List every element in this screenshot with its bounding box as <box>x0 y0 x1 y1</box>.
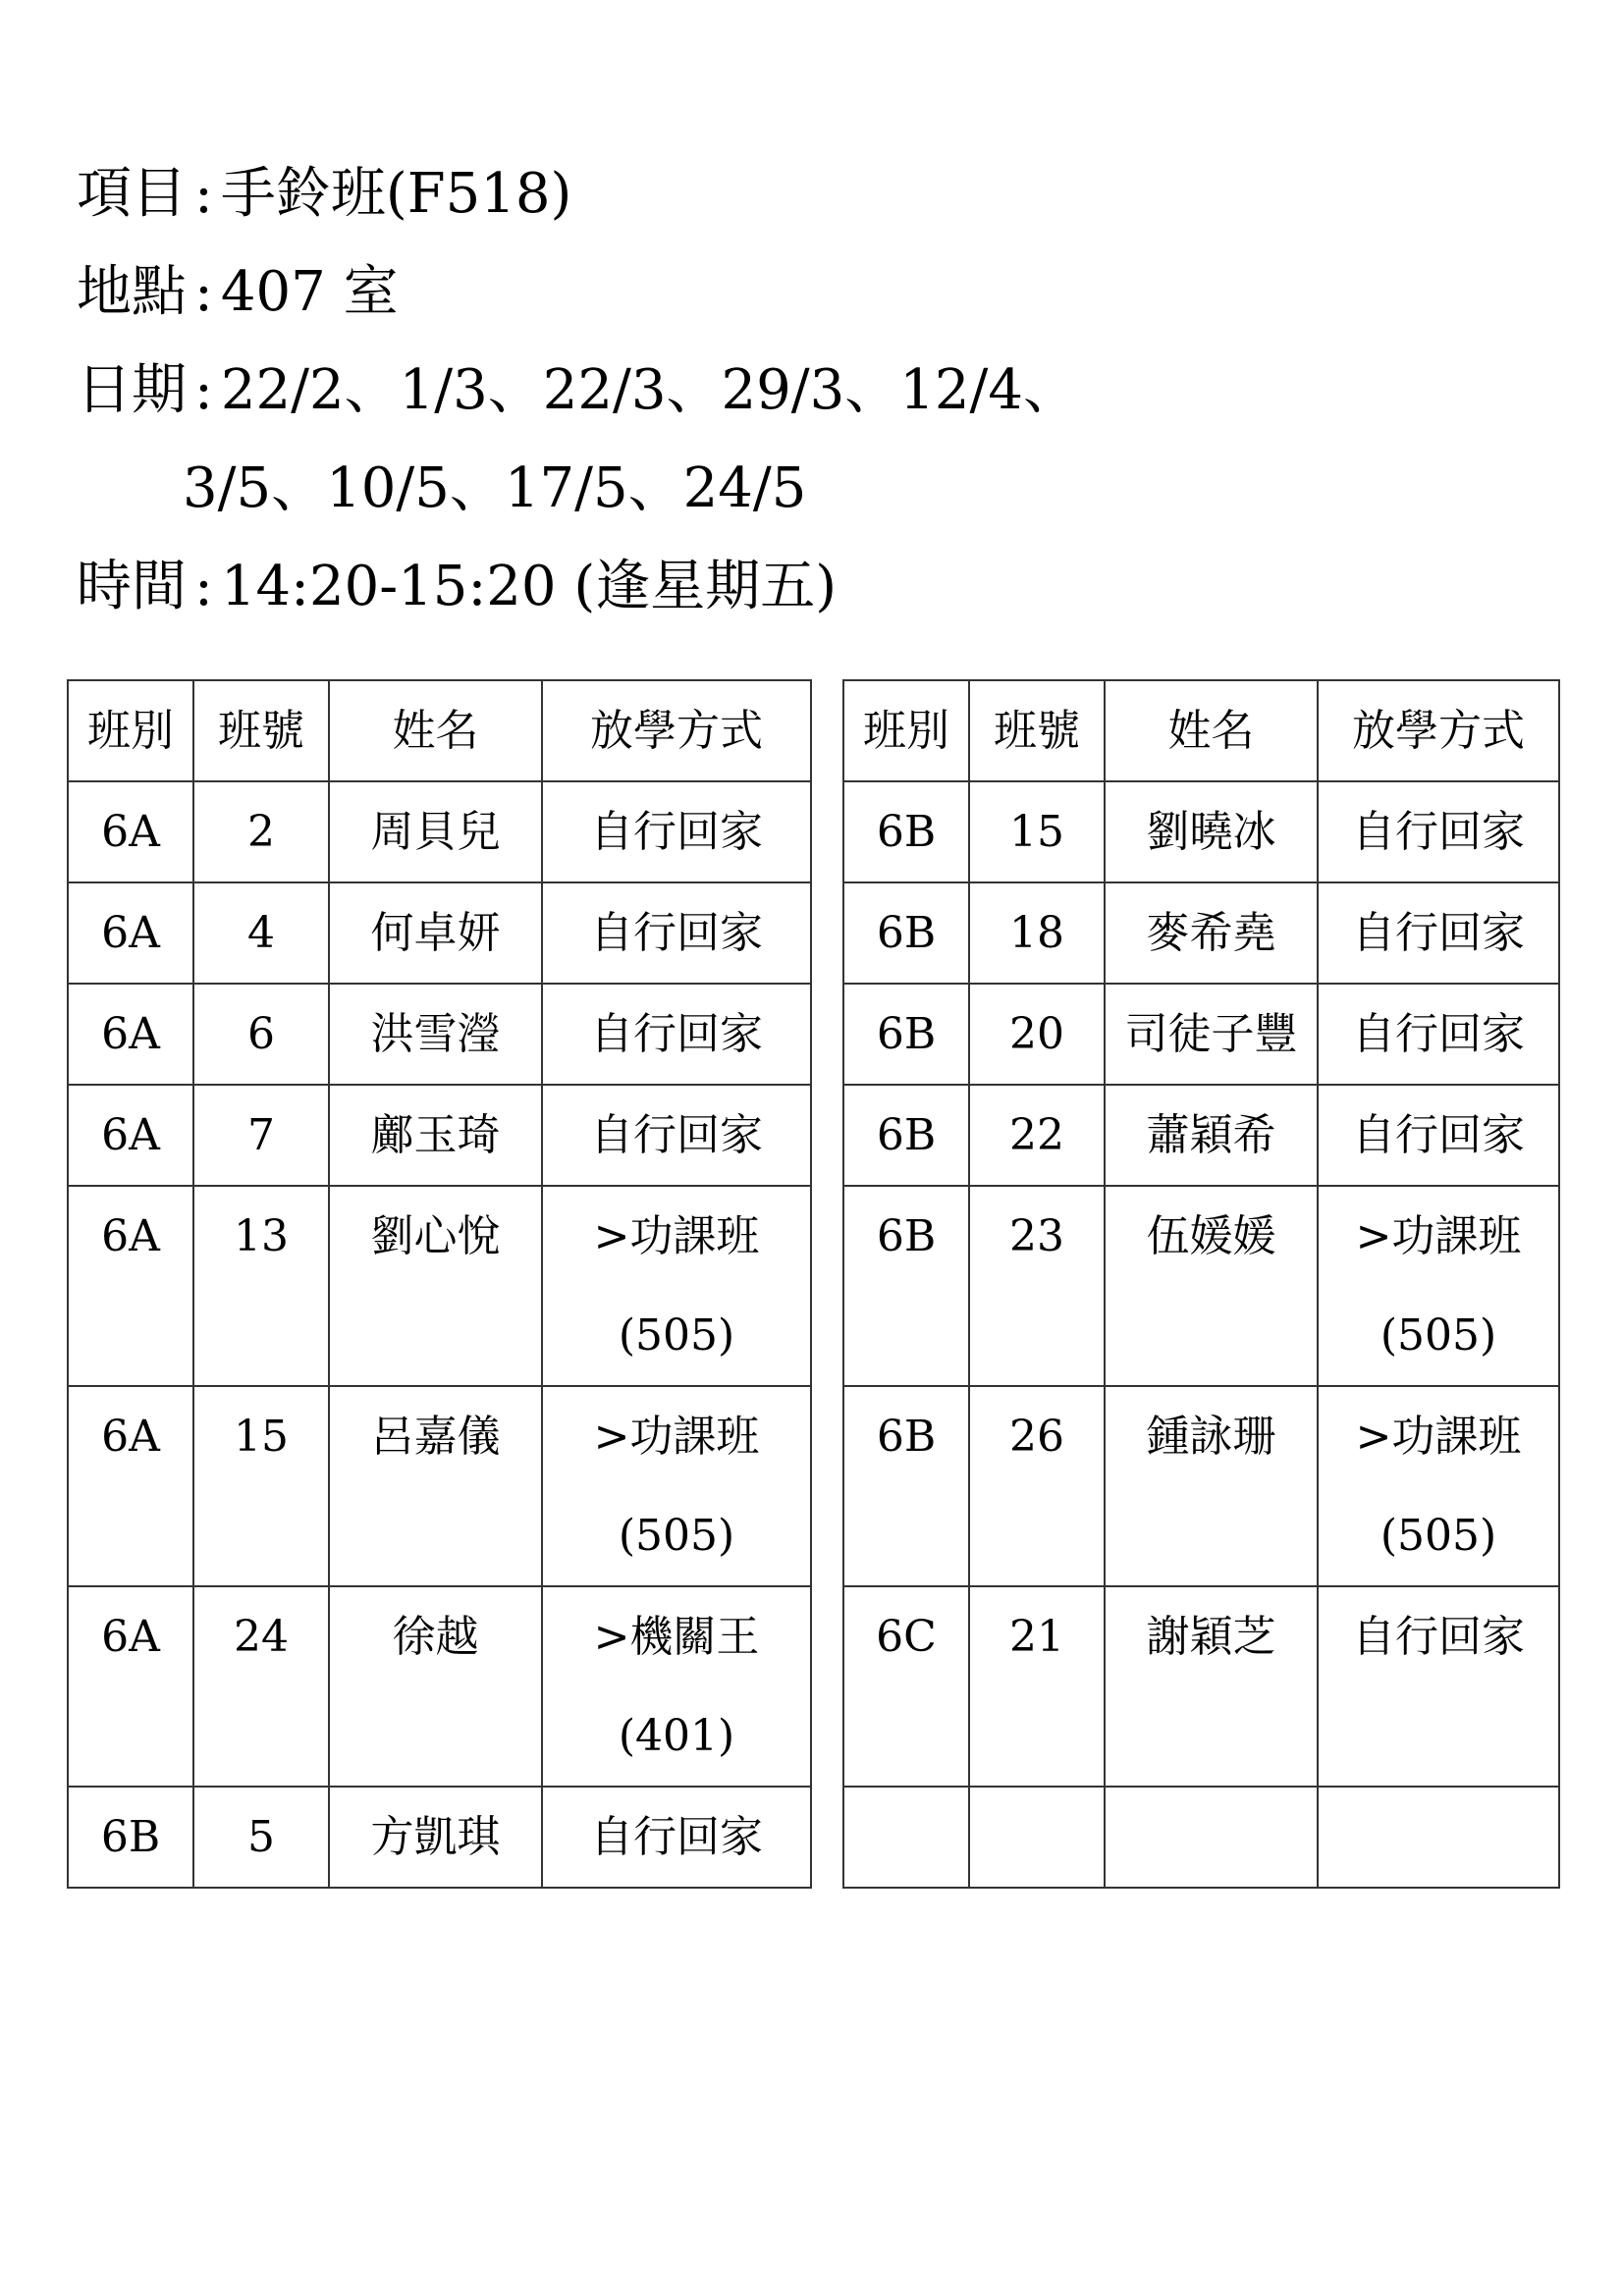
class-cell <box>843 1787 969 1888</box>
name-cell: 周貝兒 <box>329 781 542 882</box>
table-row <box>843 1787 1559 1888</box>
dismissal-method: 自行回家 <box>590 807 763 857</box>
number-cell: 6 <box>193 984 329 1085</box>
item-value: 手鈴班(F518) <box>220 162 572 226</box>
name-cell: 徐越 <box>329 1586 542 1787</box>
table-row <box>843 781 1559 882</box>
name-cell: 呂嘉儀 <box>329 1386 542 1586</box>
header-row <box>68 680 811 781</box>
class-cell: 6A <box>68 1186 193 1386</box>
number-cell: 15 <box>193 1386 329 1586</box>
dismissal-method: 自行回家 <box>1352 1612 1525 1662</box>
item-label: 項目 <box>77 162 187 226</box>
table-row <box>68 1787 811 1888</box>
class-cell: 6A <box>68 781 193 882</box>
name-cell: 方凱琪 <box>329 1787 542 1888</box>
dates-label: 日期 <box>77 358 187 422</box>
number-cell: 4 <box>193 882 329 984</box>
number-cell: 26 <box>969 1386 1105 1586</box>
class-cell: 6A <box>68 1085 193 1186</box>
class-cell: 6B <box>843 781 969 882</box>
dismissal-method: >功課班 <box>593 1412 760 1462</box>
number-cell: 13 <box>193 1186 329 1386</box>
dismissal-cell <box>1318 1186 1559 1386</box>
number-cell: 5 <box>193 1787 329 1888</box>
table-row <box>68 1085 811 1186</box>
column-header: 班號 <box>193 680 329 781</box>
number-cell: 24 <box>193 1586 329 1787</box>
venue-label: 地點 <box>77 260 187 324</box>
number-cell: 22 <box>969 1085 1105 1186</box>
dismissal-method: >功課班 <box>1355 1211 1522 1261</box>
class-cell: 6A <box>68 1386 193 1586</box>
name-cell: 伍媛媛 <box>1105 1186 1318 1386</box>
dismissal-room: (401) <box>618 1711 735 1761</box>
name-cell <box>1105 1787 1318 1888</box>
dismissal-cell <box>1318 882 1559 984</box>
item-line: 項目 : 手鈴班(F518) <box>77 162 572 226</box>
number-cell: 23 <box>969 1186 1105 1386</box>
column-header: 班號 <box>969 680 1105 781</box>
dismissal-method: >機關王 <box>593 1612 760 1662</box>
dismissal-method: 自行回家 <box>590 1812 763 1862</box>
dismissal-method: 自行回家 <box>590 908 763 958</box>
header-row <box>843 680 1559 781</box>
table-row <box>843 984 1559 1085</box>
dismissal-cell <box>1318 1085 1559 1186</box>
dismissal-method: 自行回家 <box>590 1110 763 1160</box>
dismissal-room: (505) <box>1380 1511 1497 1561</box>
dismissal-method: 自行回家 <box>1352 908 1525 958</box>
column-header: 放學方式 <box>1318 680 1559 781</box>
number-cell: 2 <box>193 781 329 882</box>
table-row <box>843 1186 1559 1386</box>
dates-line-continued <box>77 440 1078 538</box>
class-cell: 6A <box>68 984 193 1085</box>
dismissal-method: 自行回家 <box>590 1009 763 1059</box>
dismissal-room: (505) <box>618 1511 735 1561</box>
name-cell: 麥希堯 <box>1105 882 1318 984</box>
name-cell: 劉曉冰 <box>1105 781 1318 882</box>
class-cell: 6B <box>843 1085 969 1186</box>
name-cell: 蕭穎希 <box>1105 1085 1318 1186</box>
table-row <box>68 984 811 1085</box>
class-cell: 6A <box>68 882 193 984</box>
dates-value-1: 22/2、1/3、22/3、29/3、12/4、 <box>220 358 1079 422</box>
class-cell: 6B <box>843 1386 969 1586</box>
table-row <box>843 1085 1559 1186</box>
number-cell: 15 <box>969 781 1105 882</box>
dismissal-cell <box>1318 1386 1559 1586</box>
table-row <box>843 882 1559 984</box>
venue-line: 地點 : 407 室 <box>77 260 399 324</box>
dismissal-cell <box>542 882 811 984</box>
time-label: 時間 <box>77 555 187 618</box>
column-header: 姓名 <box>1105 680 1318 781</box>
dismissal-method: 自行回家 <box>1352 807 1525 857</box>
table-row <box>68 1186 811 1386</box>
dismissal-method: 自行回家 <box>1352 1110 1525 1160</box>
dates-line: 日期 : 22/2、1/3、22/3、29/3、12/4、 <box>77 358 1079 422</box>
table-row <box>843 1586 1559 1787</box>
number-cell <box>969 1787 1105 1888</box>
venue-value: 407 室 <box>220 260 399 324</box>
name-cell: 鍾詠珊 <box>1105 1386 1318 1586</box>
number-cell: 18 <box>969 882 1105 984</box>
table-row <box>68 1586 811 1787</box>
name-cell: 司徒子豐 <box>1105 984 1318 1085</box>
class-cell: 6C <box>843 1586 969 1787</box>
dismissal-method: >功課班 <box>1355 1412 1522 1462</box>
table-row <box>843 1386 1559 1586</box>
dismissal-cell <box>542 1186 811 1386</box>
roster-table-left <box>67 679 812 1889</box>
number-cell: 7 <box>193 1085 329 1186</box>
column-header: 姓名 <box>329 680 542 781</box>
number-cell: 21 <box>969 1586 1105 1787</box>
time-value: 14:20-15:20 (逢星期五) <box>220 555 838 618</box>
dismissal-cell <box>1318 984 1559 1085</box>
info-block <box>77 145 1078 636</box>
dismissal-method: 自行回家 <box>1352 1009 1525 1059</box>
column-header: 放學方式 <box>542 680 811 781</box>
name-cell: 鄺玉琦 <box>329 1085 542 1186</box>
class-cell: 6B <box>843 1186 969 1386</box>
name-cell: 謝穎芝 <box>1105 1586 1318 1787</box>
dismissal-method: >功課班 <box>593 1211 760 1261</box>
dismissal-cell <box>1318 781 1559 882</box>
column-header: 班別 <box>843 680 969 781</box>
dismissal-room: (505) <box>618 1310 735 1361</box>
table-row <box>68 1386 811 1586</box>
dismissal-cell <box>542 1787 811 1888</box>
dismissal-cell <box>1318 1787 1559 1888</box>
dismissal-cell <box>542 984 811 1085</box>
dismissal-room: (505) <box>1380 1310 1497 1361</box>
class-cell: 6B <box>843 984 969 1085</box>
dismissal-cell <box>542 1586 811 1787</box>
name-cell: 洪雪瀅 <box>329 984 542 1085</box>
name-cell: 何卓妍 <box>329 882 542 984</box>
roster-left-body <box>68 680 811 1888</box>
dismissal-cell <box>542 781 811 882</box>
class-cell: 6B <box>68 1787 193 1888</box>
dismissal-cell <box>542 1386 811 1586</box>
class-cell: 6B <box>843 882 969 984</box>
table-row <box>68 882 811 984</box>
time-line: 時間 : 14:20-15:20 (逢星期五) <box>77 555 838 618</box>
roster-right-body <box>843 680 1559 1888</box>
number-cell: 20 <box>969 984 1105 1085</box>
column-header: 班別 <box>68 680 193 781</box>
dismissal-cell <box>542 1085 811 1186</box>
roster-table-right <box>842 679 1560 1889</box>
table-row <box>68 781 811 882</box>
name-cell: 劉心悅 <box>329 1186 542 1386</box>
dismissal-cell <box>1318 1586 1559 1787</box>
class-cell: 6A <box>68 1586 193 1787</box>
dates-value-2: 3/5、10/5、17/5、24/5 <box>183 456 807 520</box>
